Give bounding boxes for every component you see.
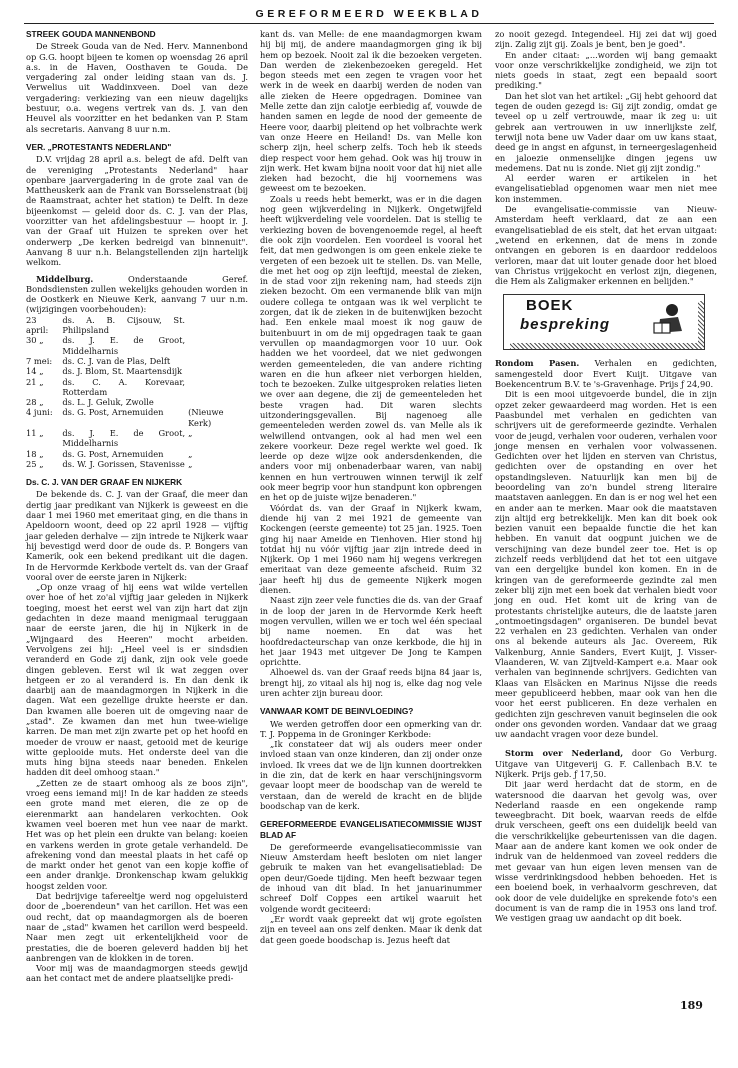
schedule-row: [26, 449, 248, 459]
schedule-date: 30 „: [26, 335, 44, 346]
paragraph: Dit jaar werd herdacht dat de storm, en de watersnood die daarvan het gevolg was, over Nederland raasde en een ongekende ramp teweegbracht. Dit boek, waarvan reeds de elfde druk verscheen, geeft ons een duidelijk beeld van die verschrikkelijke gebeurtenissen van die dagen. Maar aan de andere kant komen we ook onder de indruk van de heldenmoed van zoveel redders die met gevaar van hun eigen leven mensen van de wisse verdrinkingsdood hebben behoeden. Het is een boeiend boek, in verhaalvorm geschreven, dat ook door de vele duidelijke en sprekende foto's een document is van de ramp die in 1953 ons land trof. We vestigen graag uw aandacht op dit boek.: [495, 779, 717, 924]
paragraph: De bekende ds. C. J. van der Graaf, die meer dan dertig jaar predikant van Nijkerk is geweest en die daar 1 mei 1960 met emeritaat ging, en die thans in Apeldoorn woont, deed op 22 april 1928 — vijftig jaar geleden derhalve — zijn intrede te Nijkerk waar hij bevestigd werd door de oude ds. P. Bongers van Kamerik, ook een bekend predikant uit die dagen. In de Hervormde Kerkbode vertelt ds. van der Graaf vooral over de eerste jaren in Nijkerk:: [26, 489, 248, 582]
boekbespreking-banner: [503, 294, 705, 350]
running-head: GEREFORMEERD WEEKBLAD: [255, 8, 483, 20]
schedule-place: „: [188, 427, 193, 438]
book-meta: door Go Verburg. Uitgave van Uitgeverij G. F. Callenbach B.V. te Nijkerk. Prijs geb. ƒ 17,50.: [495, 748, 717, 779]
schedule-date: 7 mei:: [26, 355, 53, 366]
schedule-preacher: ds. L. J. Geluk, Zwolle: [62, 397, 154, 408]
schedule-place: [188, 335, 248, 356]
schedule-row: [26, 407, 248, 428]
paragraph: „Op onze vraag of hij eens wat wilde vertellen over hoe of het zo'al vijftig jaar geleden in Nijkerk toeging, moest het eerst wel van zijn hart dat zijn gedachten in deze maand menigmaal teruggaan naar de eerste jaren, die hij in Nijkerk in de „Wijngaard des Heeren" mocht arbeiden. Vervolgens zei hij: „Heel veel is er sindsdien veranderd en Gode zij dank, zijn ook vele goede dingen gebleven. Eerst wil ik wat zeggen over hetgeen er zo al veranderd is. En dan denk ik daarbij aan de maandagmorgen in Nijkerk in die dagen. Wat een gezellige drukte heerste er dan. Dan kwamen alle boeren uit de omgeving naar de „stad". Ze kwamen dan met hun twee-wielige karren. De man met zijn zwarte pet op het hoofd en moeder de vrouw er naast, getooid met de keurige witte geplooide muts. Het onderste deel van die muts hing bijna steeds naar beneden. Enkelen hadden dit deel omhoog staan.": [26, 582, 248, 778]
header-rule: [24, 23, 714, 24]
schedule-place: (Nieuwe Kerk): [188, 407, 224, 428]
heading-beinvloeding: VANWAAR KOMT DE BEINVLOEDING?: [260, 706, 414, 717]
paragraph-middelburg: [26, 274, 248, 315]
schedule-row: [26, 315, 248, 336]
paragraph: Al eerder waren er artikelen in het evangelisatieblad opgenomen waar men niet mee kon instemmen.: [495, 173, 717, 204]
paragraph: Dit is een mooi uitgevoerde bundel, die in zijn opzet zeker gewaardeerd mag worden. Het is een Paasbundel met verhalen en gedichten van schrijvers uit de gereformeerde gezindte. Verhalen voor de jeugd, verhalen voor ouderen, verhalen voor jonge mensen en verhalen voor volwassenen. Gedichten over het lijden en sterven van Christus, gedichten over de opstanding en over het opstandingsleven. Natuurlijk kan men bij de beoordeling van zo'n bundel streng literaire maatstaven aanleggen. En dan is er nog wel het een en ander aan te merken. Maar ook die maatstaven zijn altijd erg betrekkelijk. Men kan dit boek ook bezien vanuit een bepaalde functie die het kan hebben. En vanuit dat oogpunt juichen we de verschijning van deze bundel zeer toe. Het is op zichzelf reeds verblijdend dat het tot een uitgave van een dergelijke bundel kon komen. En in de kringen van de gereformeerde gezindte zal men zeker blij zijn met een boek dat verhalen biedt voor jong en oud. Het komt uit de kring van de protestants christelijke auteurs, die de laatste jaren „ontmoetingsdagen" organiseren. De bundel bevat 22 verhalen en 23 gedichten. Verhalen van onder ons al bekende auteurs als Jac. Overeem, Rik Valkenburg, Annie Sanders, Evert Kuijt, J. Visser-Vlaanderen, W. van Zijtveld-Kampert e.a. Maar ook verhalen van beginnende schrijvers. Gedichten van Klaas van Elsäcken en Marinus Nijsse die reeds meer gepubliceerd hebben, maar ook van hen die voor het eerst publiceren. En deze verhalen en gedichten zijn geschreven vanuit beginselen die ook onder ons gevonden worden. Vandaar dat we graag uw aandacht vragen voor deze bundel.: [495, 389, 717, 740]
schedule-row: [26, 459, 248, 469]
reading-man-icon: [648, 301, 688, 341]
schedule-preacher: ds. J. E. de Groot, Middelharnis: [62, 335, 186, 356]
paragraph: Alhoewel ds. van der Graaf reeds bijna 84 jaar is, brengt hij, zo vitaal als hij nog is, elke dag nog vele uren achter zijn bureau door.: [260, 667, 482, 698]
paragraph: De evangelisatie-commissie van Nieuw-Amsterdam heeft verklaard, dat ze aan een evangelisatieblad de eis stelt, dat het ervan uitgaat: „wetend en erkennen, dat de mens in zonde ontvangen en geboren is en daardoor reddeloos verloren, maar dat uit louter genade door het bloed van Christus vrijgekocht en verlost zijn, diegenen, die Hem als Zaligmaker erkennen en belijden.": [495, 204, 717, 287]
schedule-place: [188, 315, 248, 336]
paragraph: Dan het slot van het artikel: „Gij hebt gehoord dat tegen de ouden gezegd is: Gij zijt zondig, omdat ge teveel op u zelf vertrouwde, maar ik zeg u: uit gebrek aan vertrouwen in uw innerlijkste zelf, terwijl nota bene uw Vader daar om uw kans staat, deed ge in angst en afgunst, in terneergeslagenheid en jaloezie onmenselijke dingen jegens uw medemens. Dat nu is zonde. Niet gij zijt zondig.": [495, 90, 717, 173]
schedule-row: [26, 356, 248, 366]
heading-protestants-nederland: VER. „PROTESTANTS NEDERLAND": [26, 141, 172, 152]
schedule-row: [26, 335, 248, 356]
schedule-row: [26, 377, 248, 398]
paragraph: Vóórdat ds. van der Graaf in Nijkerk kwam, diende hij van 2 mei 1921 de gemeente van Kockengen (eerste gemeente) tot 25 jan. 1925. Toen ging hij naar Ameide en Tienhoven. Hier stond hij totdat hij nu vóór vijftig jaar zijn intrede deed in Nijkerk. Op 1 mei 1960 nam hij wegens verkregen emeritaat van deze gemeente afscheid. Ruim 32 jaar heeft hij dus de gemeente Nijkerk mogen dienen.: [260, 502, 482, 596]
schedule-date: 28 „: [26, 397, 44, 408]
schedule-row: [26, 397, 248, 407]
paragraph: Dat bedrijvige tafereeltje werd nog opgeluisterd door de „boerendeun" van het carillon. Het was een oud recht, dat op maandagmorgen als de boeren naar de „stad" kwamen het carillon werd bespeeld. Naar men zegt uit erkentelijkheid voor de prestaties, die de boeren geleverd hadden bij het aanbrengen van de klokken in de toren.: [26, 891, 248, 963]
heading-streek-gouda: STREEK GOUDA MANNENBOND: [26, 29, 156, 39]
schedule-preacher: ds. J. E. de Groot, Middelharnis: [62, 427, 186, 449]
schedule-preacher: ds. G. Post, Arnemuiden: [62, 407, 164, 418]
heading-evangelisatiecommissie: GEREFORMEERDE EVANGELISATIECOMMISSIE WIJST BLAD AF: [260, 819, 482, 840]
book-title: Rondom Pasen.: [495, 358, 580, 369]
schedule-preacher: ds. A. B. Cijsouw, St. Philipsland: [62, 314, 186, 336]
book-meta: Verhalen en gedichten, samengesteld door Evert Kuijt. Uitgave van Boekencentrum B.V. te 's-Gravenhage. Prijs ƒ 24,90.: [495, 358, 717, 390]
schedule-row: [26, 366, 248, 376]
schedule-place: „: [188, 458, 193, 469]
paragraph: Zoals u reeds hebt bemerkt, was er in die dagen nog geen wijkverdeling in Nijkerk. Ongetwijfeld heeft wijkverdeling vele voordelen. Dat is stellig te verkiezing boven de bovengenoemde regel, al heeft die ook zijn voordelen. Een voordeel is vooral het feit, dat men gedwongen is om geen enkele zieke te vergeten of een bezoek uit te stellen. Ds. van Melle, die met het oog op zijn leeftijd, meestal de zieken, in de stad voor zijn rekening nam, had steeds zijn zieken bezocht. Om een vermanende blik van mijn oudere collega te ontgaan was ik wel verplicht te zorgen, dat ik de zieken in de buitenwijken bezocht had. Een enkele maal moest ik nog gauw de buitenbuurt in om de mij opgedragen taak te gaan vervullen op maandagmorgen voor 10 uur. Ook hadden we het voordeel, dat we niet gedwongen werden gemeenteleden, die van andere richting waren en die hun afkeer niet verborgen hielden, toch te bezoeken. Zulke uitgesproken relaties lieten we over aan degene, die zij de gemeenteleden het beste vragen had. Dit waren slechts uitzonderingsgevallen. Bij nagenoeg alle gemeenteleden werden zowel ds. van Melle als ik welwillend ontvangen, ook al had men wel een zekere voorkeur. Deze regel werkte wel goed. Ik leerde op deze wijze ook andersdenkenden, die anders voor mij onbenaderbaar waren, van nabij kennen en hun vertrouwen winnen terwijl ik zelf ook meer begrip voor hun standpunt kon opbrengen en het op de juiste wijze benaderen.": [260, 193, 482, 503]
schedule-place: [188, 377, 248, 398]
paragraph: De gereformeerde evangelisatiecommissie van Nieuw Amsterdam heeft besloten om niet langer gebruik te maken van het evangelisatieblad: De open deur/Goede tijding. Men heeft bezwaar tegen de inhoud van dit blad. In het januarinummer schreef Dolf Coppes een artikel waaruit het volgende wordt geciteerd:: [260, 841, 482, 914]
page-number: 189: [680, 999, 703, 1012]
paragraph: De Streek Gouda van de Ned. Herv. Mannenbond op G.G. hoopt bijeen te komen op woensdag 26 april a.s. in de Haven, Oosthaven te Gouda. De vergadering zal onder leiding staan van ds. J. Verwelius uit Waddinxveen. Doel van deze vergadering: verkiezing van een nieuw dagelijks bestuur, o.a. wegens vertrek van ds. J. van den Heuvel als voorzitter en het bedanken van P. Stam als secretaris. Aanvang 8 uur n.m.: [26, 41, 248, 134]
schedule-date: 23 april:: [26, 314, 49, 336]
schedule-date: 14 „: [26, 366, 44, 377]
paragraph: kant ds. van Melle: de ene maandagmorgen kwam hij bij mij, de andere maandagmorgen ging ik bij hem op bezoek. Nooit zal ik die bezoeken vergeten. Dan werden de ziekenbezoeken geregeld. Het begon steeds met een zegen te vragen voor het werk in de week en daarbij werden de noden van alle zieken de Heere opgedragen. Dominee van Melle zette dan zijn calotje eerbiedig af, vouwde de handen samen en legde de nood der gemeente de Heere voor, daarbij pleitend op het volbrachte werk van onze Heere en Heiland! Ds. van Melle kon scherp zijn, heel scherp zelfs. Toch heb ik steeds diep respect voor hem gehad. Ook was hij trouw in zijn werk. Het kwam bijna nooit voor dat hij niet alle zieken had bezocht, die hij voornemens was geweest om te bezoeken.: [260, 29, 482, 194]
paragraph: D.V. vrijdag 28 april a.s. belegt de afd. Delft van de vereniging „Protestants Nederland" haar openbare jaarvergadering in de grote zaal van de Mattheuskerk aan de Frank van Borsselenstraat (bij de Raamstraat, achter het station) te Delft. In deze bijeenkomst — geleid door ds. C. J. van der Plas, voorzitter van het afdelingsbestuur — hoopt ir. J. van der Graaf uit Huizen te spreken over het onderwerp „De kerken bedreigd van binnenuit". Aanvang 8 uur n.h. Belangstellenden zijn hartelijk welkom.: [26, 154, 248, 268]
lead-in: Middelburg.: [36, 273, 94, 284]
schedule-preacher: ds. G. Post, Arnemuiden: [62, 448, 164, 459]
schedule-date: 4 juni:: [26, 407, 53, 418]
book-title: Storm over Nederland,: [505, 748, 624, 759]
paragraph-text: Onderstaande Geref. Bondsdiensten zullen wekelijks gehouden worden in de Oostkerk en Nieuwe Kerk, aanvang 7 uur n.m. (wijzigingen voorbehouden):: [26, 273, 248, 315]
book-review-1-header: [495, 358, 717, 389]
paragraph: „Er wordt vaak gepreekt dat wij grote egoïsten zijn en teveel aan ons zelf denken. Maar ik denk dat dat geen goede boodschap is. Jezus heeft dat: [260, 913, 482, 945]
book-review-2-header: [495, 748, 717, 779]
banner-word-bespreking: bespreking: [520, 316, 611, 334]
paragraph: Voor mij was de maandagmorgen steeds gewijd aan het contact met de andere plaatselijke predi-: [26, 963, 248, 984]
schedule-table: [26, 315, 248, 469]
schedule-place: [188, 397, 248, 407]
schedule-preacher: ds. W. J. Gorissen, Stavenisse: [62, 458, 185, 469]
banner-panel: [506, 297, 698, 343]
paragraph: We werden getroffen door een opmerking van dr. T. J. Poppema in de Groninger Kerkbode:: [260, 718, 482, 739]
paragraph: „Ik constateer dat wij als ouders meer onder invloed staan van onze kinderen, dan zij onder onze invloed. Ik vrees dat we de lijn kunnen doortrekken in die zin, dat de kerk en haar verschijningsvorm gevaar loopt meer de boodschap van de wereld te verstaan, dan de wereld de kracht en de blijde boodschap van de kerk.: [260, 739, 482, 811]
schedule-date: 18 „: [26, 448, 44, 459]
schedule-place: [188, 356, 248, 366]
schedule-place: [188, 366, 248, 376]
schedule-preacher: ds. C. A. Korevaar, Rotterdam: [62, 376, 186, 397]
column-left: [26, 29, 248, 984]
schedule-row: [26, 428, 248, 449]
paragraph: En ander citaat: „...worden wij bang gemaakt voor onze verschrikkelijke zondigheid, we zijn tot niets goeds in staat, zegt een bepaald soort prediking.": [495, 49, 717, 91]
schedule-date: 21 „: [26, 376, 44, 387]
schedule-place: „: [188, 448, 193, 459]
paragraph: „Zetten ze de staart omhoog als ze boos zijn", vroeg eens iemand mij! In de kar hadden ze steeds een grote mand met eieren, die ze op de eierenmarkt aan handelaren verkochten. Ook kwamen veel boeren met hun vee naar de markt. Het was op het plein een drukte van belang: koeien en varkens werden in grote getale verhandeld. De afrekening vond dan meestal plaats in het café op de markt onder het genot van een kopje koffie of een ander drankje. Dronkenschap kwam gelukkig hoogst zelden voor.: [26, 777, 248, 891]
paragraph: zo nooit gezegd. Integendeel. Hij zei dat wij goed zijn. Zalig zijt gij. Zoals je bent, ben je goed".: [495, 29, 717, 50]
schedule-date: 11 „: [26, 427, 44, 438]
schedule-date: 25 „: [26, 458, 44, 469]
schedule-preacher: ds. C. J. van de Plas, Delft: [62, 355, 171, 366]
column-right: [495, 29, 717, 923]
column-middle: [260, 29, 482, 945]
banner-word-boek: BOEK: [526, 297, 574, 315]
schedule-preacher: ds. J. Blom, St. Maartensdijk: [62, 366, 183, 377]
paragraph: Naast zijn zeer vele functies die ds. van der Graaf in de loop der jaren in de Hervormde Kerk heeft mogen vervullen, willen we er toch wel één speciaal bij name noemen. En dat was het hoofdredacteurschap van onze kerkbode, die hij in het jaar 1943 met uitgever De Jong te Kampen oprichtte.: [260, 595, 482, 668]
heading-van-der-graaf: Ds. C. J. VAN DER GRAAF EN NIJKERK: [26, 477, 183, 488]
